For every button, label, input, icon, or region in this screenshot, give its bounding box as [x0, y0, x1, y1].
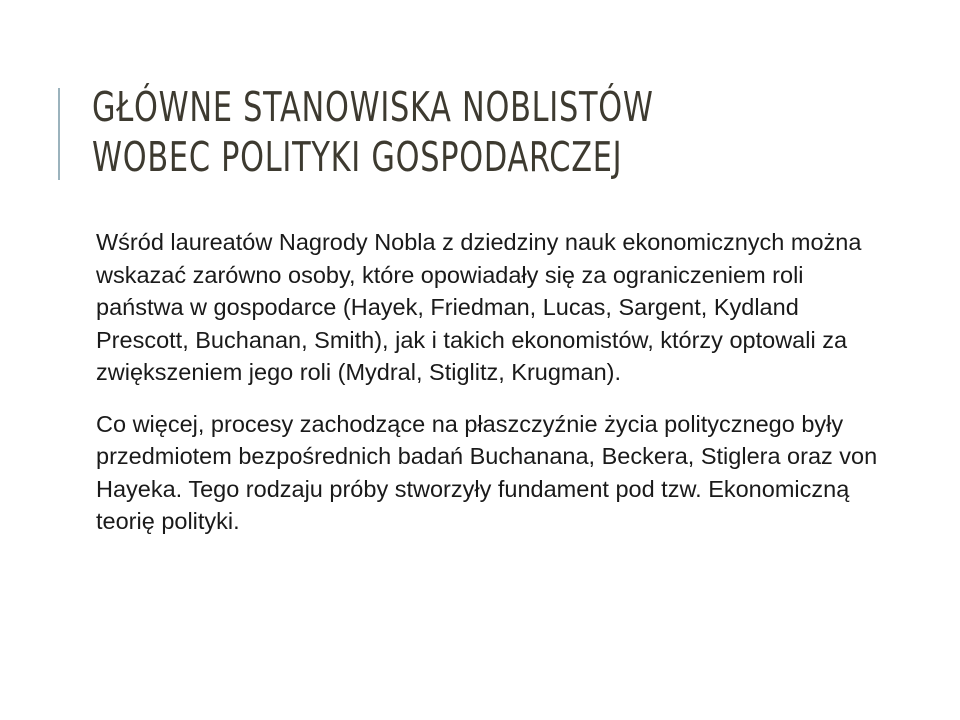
- paragraph-laureates: Wśród laureatów Nagrody Nobla z dziedziny nauk ekonomicznych można wskazać zarówno osoby, które opowiadały się za ograniczeniem roli państwa w gospodarce (Hayek, Friedman, Lucas, Sargent, Kydland Prescott, Buchanan, Smith), jak i takich ekonomistów, którzy optowali za zwiększeniem jego roli (Mydral, Stiglitz, Krugman).: [96, 229, 862, 385]
- slide-title-line-2: WOBEC POLITYKI GOSPODARCZEJ: [92, 133, 623, 181]
- paragraph-political-research: Co więcej, procesy zachodzące na płaszczyźnie życia politycznego były przedmiotem bezpośrednich badań Buchanana, Beckera, Stiglera oraz von Hayeka. Tego rodzaju próby stworzyły fundament pod tzw. Ekonomiczną teorię polityki.: [96, 410, 878, 534]
- slide-content: [96, 226, 886, 557]
- slide-title: [92, 82, 699, 182]
- title-accent-line: [58, 88, 60, 180]
- slide-title-line-1: GŁÓWNE STANOWISKA NOBLISTÓW: [92, 83, 654, 131]
